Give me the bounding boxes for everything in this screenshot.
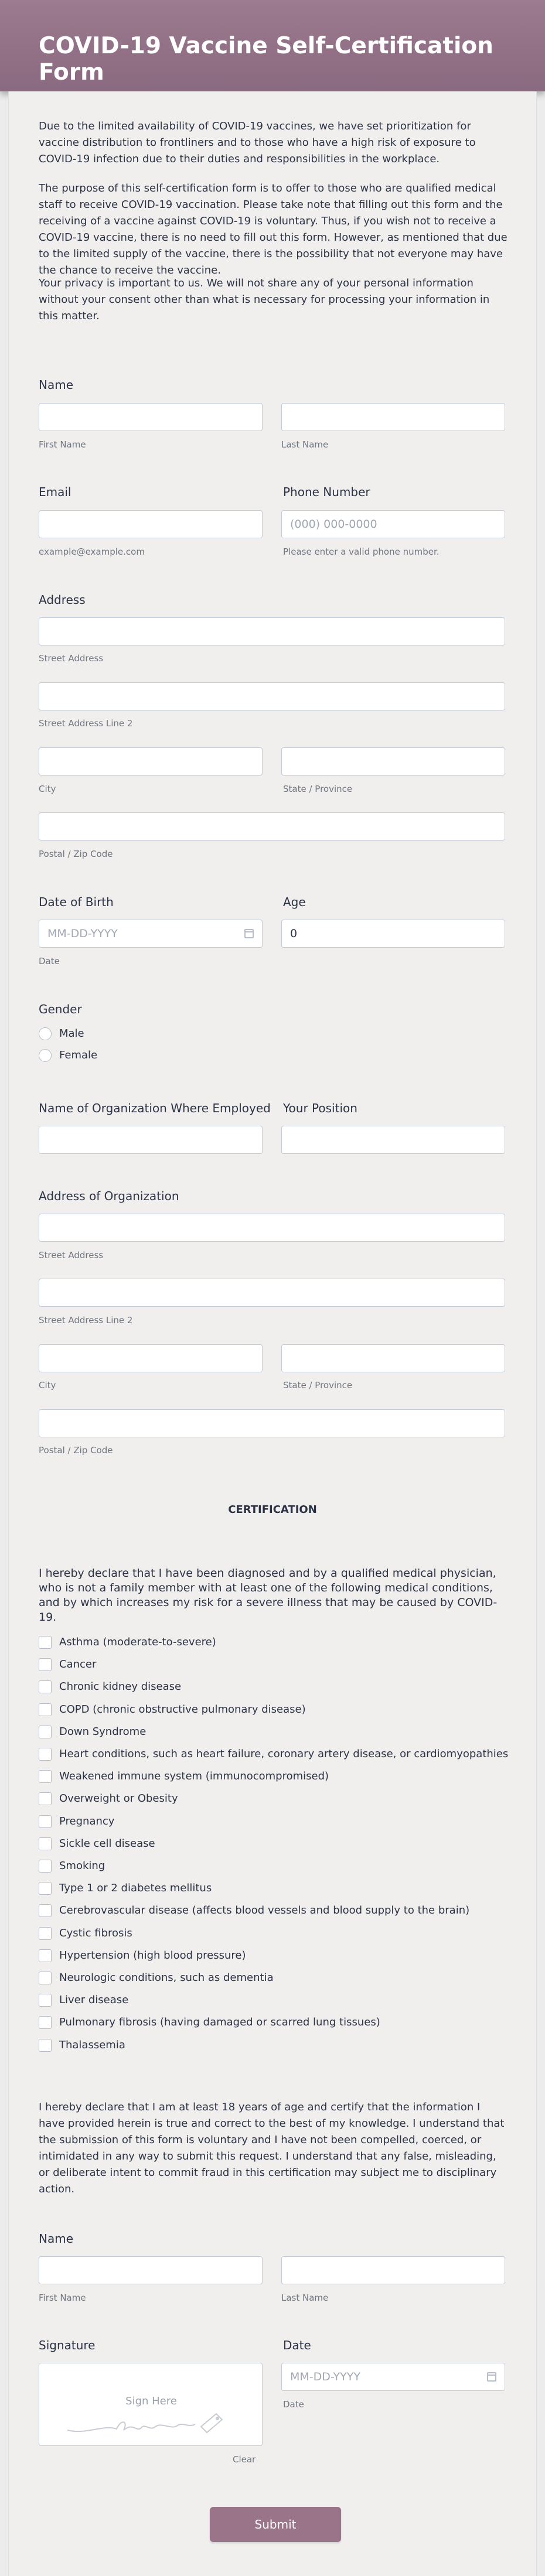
position-label: Your Position	[283, 1101, 357, 1115]
dob-placeholder: MM-DD-YYYY	[47, 927, 118, 940]
form-card	[8, 91, 537, 2576]
condition-checkbox[interactable]	[39, 1882, 52, 1895]
dob-input[interactable]	[39, 920, 263, 948]
org-state-sublabel: State / Province	[283, 1380, 353, 1391]
condition-checkbox[interactable]	[39, 1636, 52, 1649]
org-street-sublabel: Street Address	[39, 1250, 104, 1260]
sign-date-input[interactable]	[281, 2363, 505, 2391]
gender-male-label: Male	[59, 1027, 84, 1040]
condition-checkbox[interactable]	[39, 1658, 52, 1671]
condition-label: Smoking	[59, 1860, 105, 1872]
certification-declaration: I hereby declare that I have been diagnosed and by a qualified medical physician, who is not a family member with at least one of the following medical conditions, and by which increases my risk for a severe illness that may be caused by COVID-19.	[39, 1567, 498, 1624]
org-city-sublabel: City	[39, 1380, 56, 1391]
position-input[interactable]	[281, 1126, 505, 1154]
condition-checkbox[interactable]	[39, 1680, 52, 1693]
condition-checkbox[interactable]	[39, 1748, 52, 1761]
condition-label: Down Syndrome	[59, 1726, 147, 1738]
clear-signature-link[interactable]: Clear	[233, 2454, 256, 2465]
organization-input[interactable]	[39, 1126, 263, 1154]
condition-checkbox[interactable]	[39, 1904, 52, 1917]
email-input[interactable]	[39, 510, 263, 538]
street-address-sublabel: Street Address	[39, 653, 104, 664]
condition-checkbox[interactable]	[39, 1837, 52, 1850]
condition-label: Cerebrovascular disease (affects blood vessels and blood supply to the brain)	[59, 1904, 470, 1916]
intro-paragraph-3: Your privacy is important to us. We will not share any of your personal information without your consent other than what is necessary for processing your information in this matter.	[39, 277, 490, 322]
sign-here-text: Sign Here	[125, 2395, 177, 2407]
first-name-input[interactable]	[39, 403, 263, 431]
condition-label: Liver disease	[59, 1994, 129, 2006]
certification-statement: I hereby declare that I am at least 18 years of age and certify that the information I have provided herein is true and correct to the best of my knowledge. I understand that the submission of this form is voluntary and I have not been compelled, coerced, or intimidated in any way to submit this request. I understand that any false, misleading, or deliberate intent to commit fraud in this certification may subject me to disciplinary action.	[39, 2101, 505, 2195]
calendar-icon[interactable]	[487, 2372, 496, 2382]
email-label: Email	[39, 485, 71, 499]
age-label: Age	[283, 895, 306, 909]
name-label: Name	[39, 378, 74, 392]
org-street2-sublabel: Street Address Line 2	[39, 1315, 133, 1325]
sign-last-name-input[interactable]	[281, 2256, 505, 2284]
condition-label: Heart conditions, such as heart failure, coronary artery disease, or cardiomyopathies	[59, 1748, 509, 1760]
sign-first-name-sublabel: First Name	[39, 2293, 86, 2303]
condition-label: Chronic kidney disease	[59, 1680, 182, 1693]
phone-input[interactable]: (000) 000-0000	[281, 510, 505, 538]
condition-checkbox[interactable]	[39, 1792, 52, 1805]
dob-sublabel: Date	[39, 956, 60, 966]
org-address-label: Address of Organization	[39, 1189, 179, 1203]
signature-pad[interactable]	[39, 2363, 263, 2446]
condition-label: Hypertension (high blood pressure)	[59, 1949, 246, 1962]
condition-checkbox[interactable]	[39, 1860, 52, 1873]
condition-label: Overweight or Obesity	[59, 1792, 178, 1805]
sign-date-placeholder: MM-DD-YYYY	[290, 2370, 360, 2383]
address-label: Address	[39, 593, 86, 607]
condition-checkbox[interactable]	[39, 1927, 52, 1940]
condition-label: Type 1 or 2 diabetes mellitus	[59, 1882, 212, 1894]
condition-checkbox[interactable]	[39, 1994, 52, 2007]
intro-paragraph-1: Due to the limited availability of COVID-19 vaccines, we have set prioritization for vaccine distribution to frontliners and to those who have a high risk of exposure to COVID-19 infection due to their duties and responsibilities in the workplace.	[39, 120, 476, 165]
org-zip-input[interactable]	[39, 1409, 505, 1437]
sign-last-name-sublabel: Last Name	[281, 2293, 329, 2303]
condition-checkbox[interactable]	[39, 2039, 52, 2052]
zip-sublabel: Postal / Zip Code	[39, 849, 113, 859]
condition-checkbox[interactable]	[39, 1703, 52, 1716]
org-street2-input[interactable]	[39, 1279, 505, 1307]
condition-label: Thalassemia	[59, 2039, 125, 2051]
calendar-icon[interactable]	[244, 929, 254, 938]
pen-icon	[201, 2414, 222, 2432]
form-header	[0, 0, 545, 91]
state-sublabel: State / Province	[283, 784, 353, 794]
condition-label: Neurologic conditions, such as dementia	[59, 1972, 274, 1984]
state-input[interactable]	[281, 747, 505, 775]
gender-female-radio[interactable]	[39, 1049, 52, 1062]
last-name-input[interactable]	[281, 403, 505, 431]
certification-heading: CERTIFICATION	[228, 1504, 317, 1516]
phone-label: Phone Number	[283, 485, 370, 499]
form-title: COVID-19 Vaccine Self-Certification Form	[39, 33, 493, 86]
org-city-input[interactable]	[39, 1344, 263, 1372]
condition-label: Sickle cell disease	[59, 1837, 155, 1850]
sign-first-name-input[interactable]	[39, 2256, 263, 2284]
phone-sublabel: Please enter a valid phone number.	[283, 546, 440, 557]
gender-female-label: Female	[59, 1049, 98, 1061]
condition-checkbox[interactable]	[39, 1726, 52, 1738]
street-address-line2-sublabel: Street Address Line 2	[39, 718, 133, 729]
intro-paragraph-2: The purpose of this self-certification form is to offer to those who are qualified medical staff to receive COVID-19 vaccination. Please take note that filling out this form and the receiving of a vaccine against COVID-19 is voluntary. Thus, if you wish not to receive a COVID-19 vaccine, there is no need to fill out this form. However, as mentioned that due to the limited supply of the vaccine, there is the possibility that not everyone may have the chance to receive the vaccine.	[39, 182, 507, 276]
gender-male-radio[interactable]	[39, 1027, 52, 1040]
signature-label: Signature	[39, 2338, 96, 2352]
condition-label: Pulmonary fibrosis (having damaged or scarred lung tissues)	[59, 2016, 380, 2028]
zip-input[interactable]	[39, 812, 505, 841]
condition-label: COPD (chronic obstructive pulmonary disease)	[59, 1703, 306, 1716]
condition-label: Pregnancy	[59, 1815, 115, 1827]
age-input[interactable]: 0	[281, 920, 505, 948]
sign-name-label: Name	[39, 2232, 74, 2246]
sign-date-label: Date	[283, 2338, 311, 2352]
dob-label: Date of Birth	[39, 895, 114, 909]
condition-label: Asthma (moderate-to-severe)	[59, 1636, 216, 1648]
street-address-line2-input[interactable]	[39, 682, 505, 710]
gender-label: Gender	[39, 1002, 82, 1016]
condition-label: Cancer	[59, 1658, 97, 1670]
city-input[interactable]	[39, 747, 263, 775]
condition-label: Cystic fibrosis	[59, 1927, 132, 1939]
condition-checkbox[interactable]	[39, 1972, 52, 1984]
org-state-input[interactable]	[281, 1344, 505, 1372]
condition-checkbox[interactable]	[39, 1815, 52, 1828]
organization-label: Name of Organization Where Employed	[39, 1101, 271, 1115]
signature-scribble-icon	[63, 2401, 250, 2442]
org-zip-sublabel: Postal / Zip Code	[39, 1445, 113, 1456]
street-address-input[interactable]	[39, 617, 505, 645]
last-name-sublabel: Last Name	[281, 439, 329, 450]
first-name-sublabel: First Name	[39, 439, 86, 450]
city-sublabel: City	[39, 784, 56, 794]
condition-checkbox[interactable]	[39, 1949, 52, 1962]
condition-label: Weakened immune system (immunocompromised)	[59, 1770, 329, 1782]
condition-checkbox[interactable]	[39, 1770, 52, 1783]
email-sublabel: example@example.com	[39, 546, 145, 557]
condition-checkbox[interactable]	[39, 2016, 52, 2029]
sign-date-sublabel: Date	[283, 2399, 304, 2410]
org-street-input[interactable]	[39, 1214, 505, 1242]
submit-button[interactable]: Submit	[210, 2507, 341, 2542]
